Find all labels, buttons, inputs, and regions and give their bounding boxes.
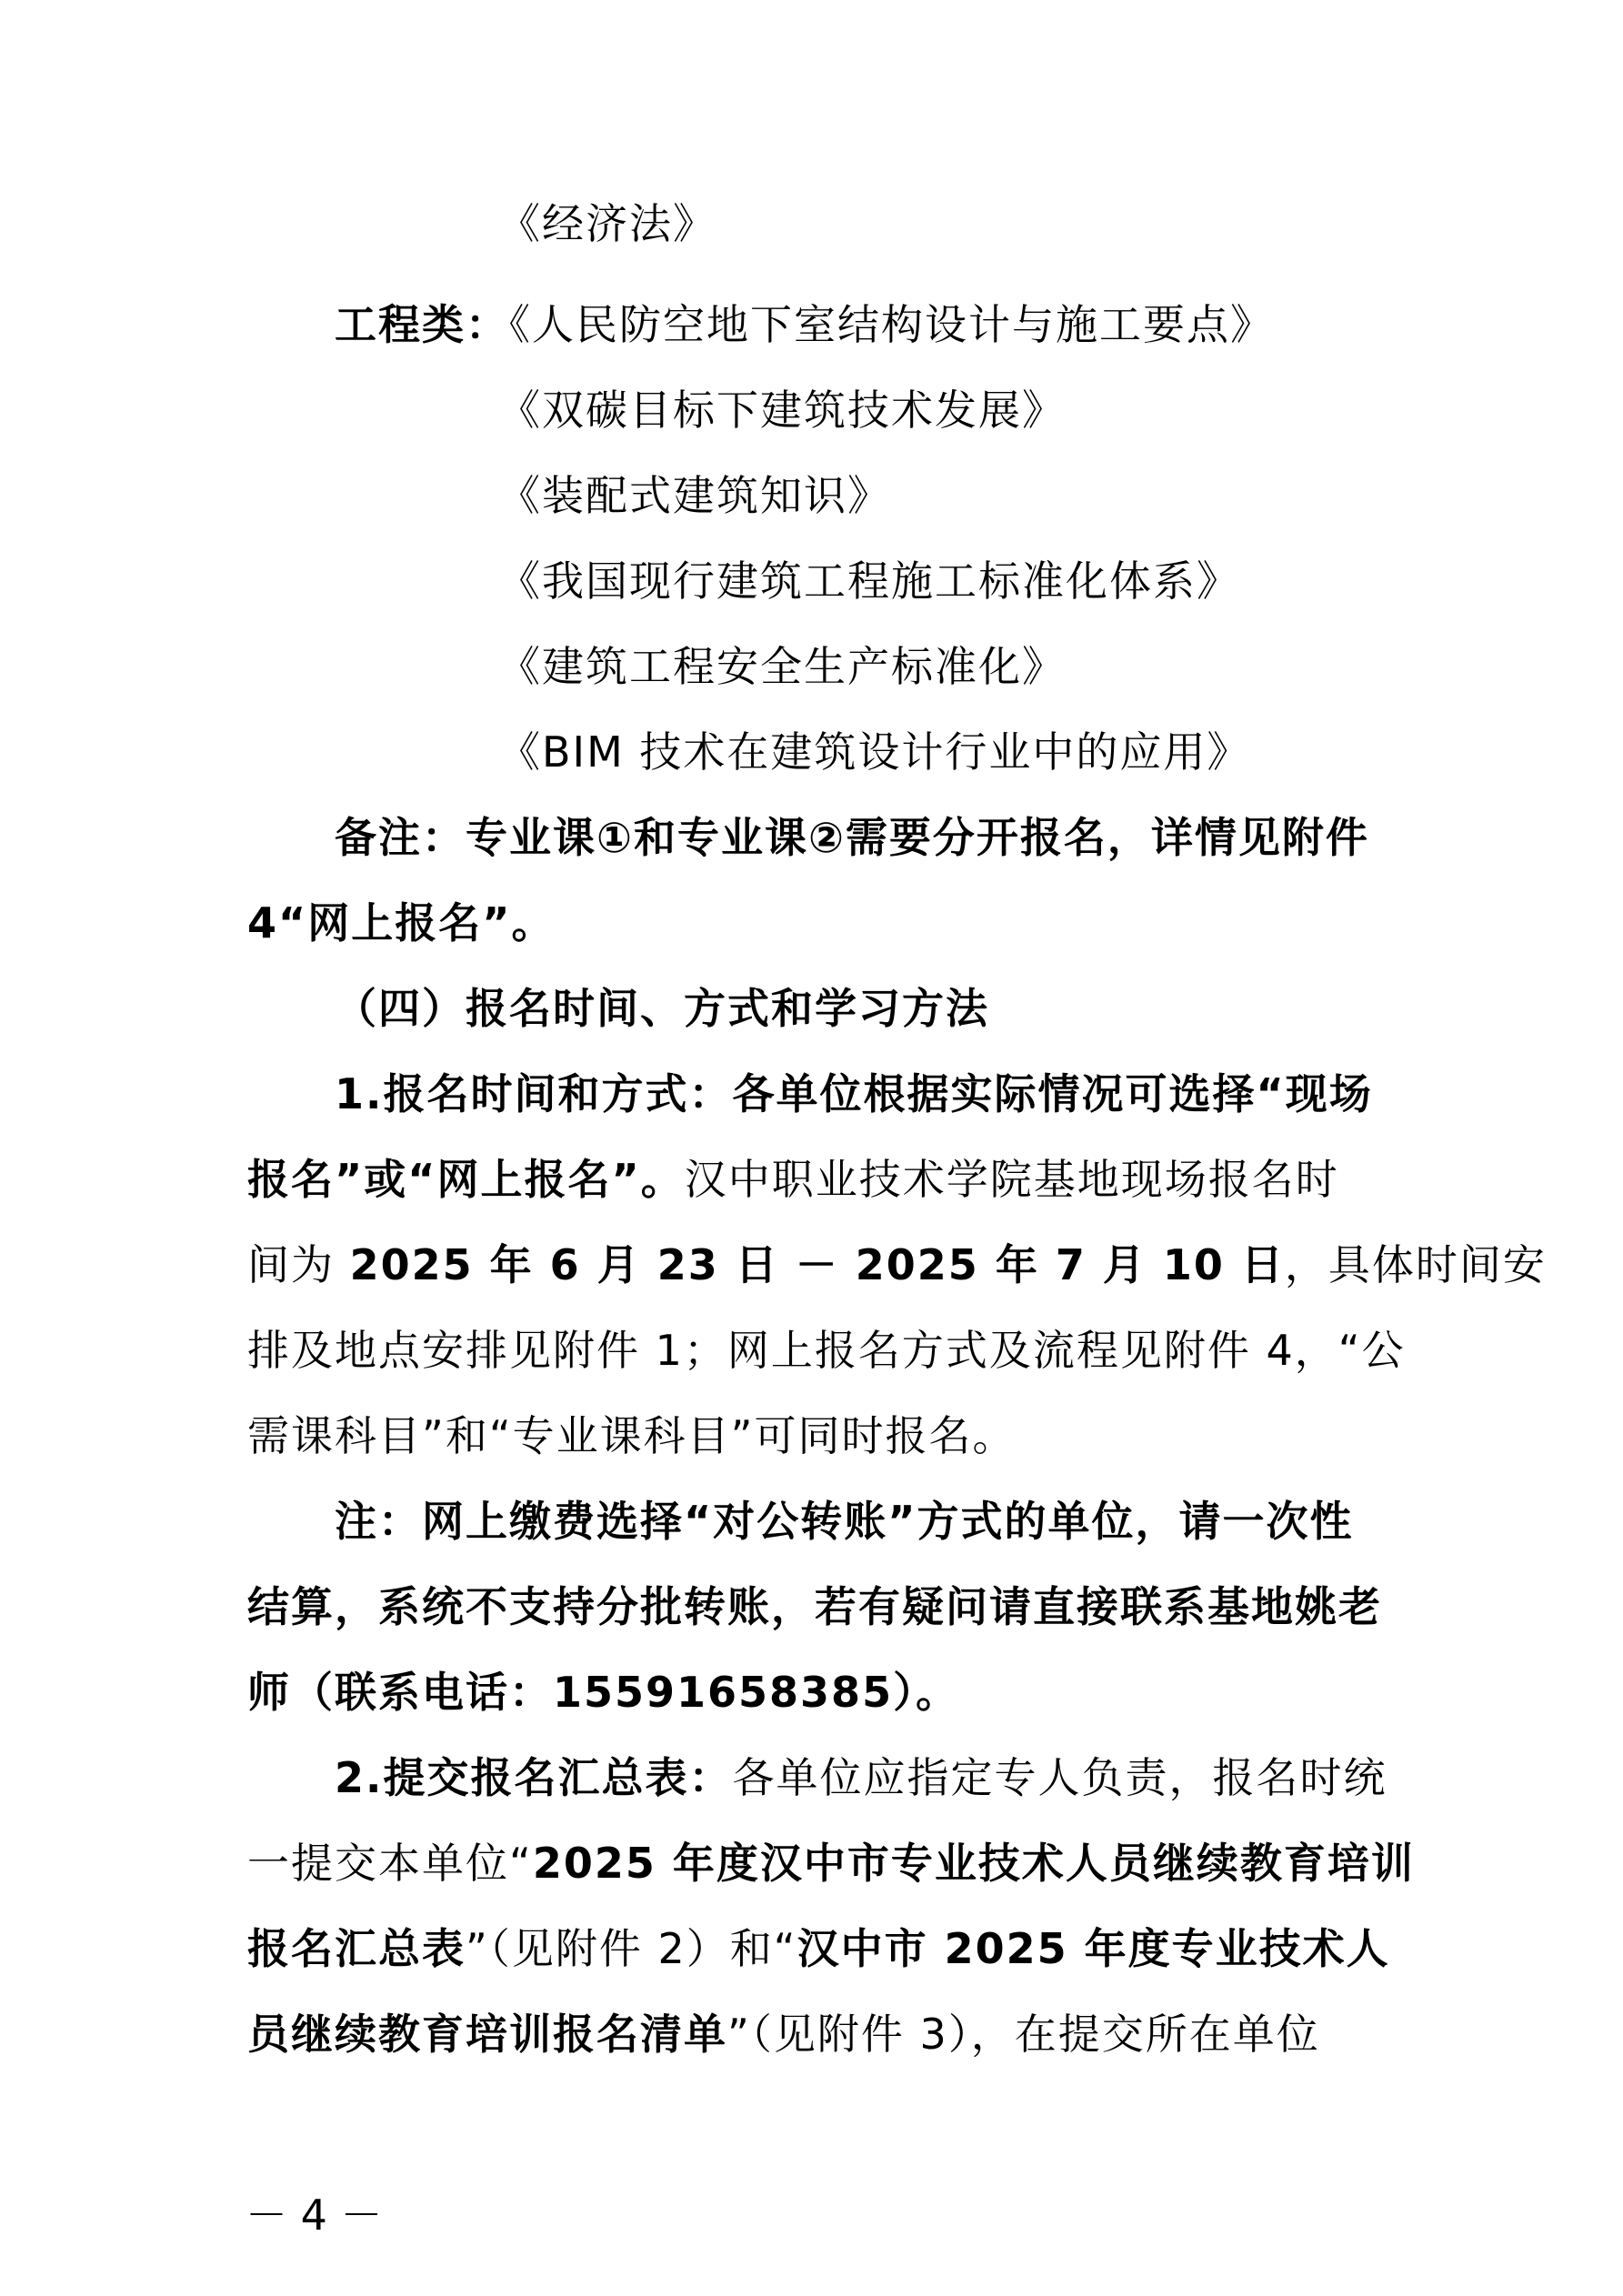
text-run: 一提交本单位“ [247, 1839, 533, 1888]
text-run: 员继续教育培训报名清单 [247, 2010, 727, 2059]
paragraph-line [247, 1835, 1415, 1891]
text-run: ”（见附件 3），在提交所在单位 [727, 2010, 1320, 2059]
text-run: ，具体时间安 [1284, 1240, 1547, 1289]
paragraph-line [247, 1237, 1547, 1293]
section-heading: （四）报名时间、方式和学习方法 [335, 984, 989, 1033]
text-run: 2.提交报名汇总表： [335, 1753, 733, 1802]
engineering-item: 《装配式建筑知识》 [498, 471, 891, 520]
text-run: 汉中职业技术学院基地现场报名时 [684, 1155, 1339, 1204]
paragraph-line: 1.报名时间和方式：各单位根据实际情况可选择“现场 [335, 1069, 1373, 1118]
engineering-item: 《我国现行建筑工程施工标准化体系》 [498, 556, 1240, 606]
text-run: 各单位应指定专人负责，报名时统 [732, 1753, 1388, 1802]
text-run: 报名”或“网上报名”。 [247, 1155, 685, 1204]
note-line: 备注：专业课①和专业课②需要分开报名，详情见附件 [335, 813, 1369, 862]
date-range: 2025 年 6 月 23 日 － 2025 年 7 月 10 日 [349, 1240, 1285, 1289]
page-number: － 4 － [245, 2191, 383, 2240]
text-run: 汉中市 2025 年度专业技术人 [796, 1924, 1390, 1973]
note-line: 4“网上报名”。 [247, 898, 556, 947]
paragraph-line [335, 1750, 1387, 1806]
paragraph-line [247, 1151, 1339, 1208]
text-run: 报名汇总表 [247, 1924, 466, 1973]
engineering-item: 《双碳目标下建筑技术发展》 [498, 386, 1066, 435]
engineering-label: 工程类： [335, 300, 509, 349]
text-run: ”（见附件 2）和“ [466, 1924, 797, 1973]
engineering-category [335, 296, 1274, 353]
list-item-economic-law: 《经济法》 [498, 199, 716, 248]
payment-note-line: 注：网上缴费选择“对公转账”方式的单位，请一次性 [335, 1497, 1354, 1546]
paragraph-line [247, 2006, 1320, 2062]
paragraph-line: 需课科目”和“专业课科目”可同时报名。 [247, 1411, 1017, 1460]
paragraph-line: 排及地点安排见附件 1；网上报名方式及流程见附件 4，“公 [247, 1326, 1406, 1375]
text-run: 间为 [247, 1240, 350, 1289]
engineering-item: 《人民防空地下室结构设计与施工要点》 [509, 300, 1274, 349]
paragraph-line [247, 1920, 1390, 1977]
engineering-item: 《BIM 技术在建筑设计行业中的应用》 [498, 727, 1251, 777]
payment-note-line: 结算，系统不支持分批转账，若有疑问请直接联系基地姚老 [247, 1582, 1382, 1631]
payment-note-line: 师（联系电话：15591658385）。 [247, 1668, 960, 1717]
engineering-item: 《建筑工程安全生产标准化》 [498, 642, 1066, 691]
text-run: 2025 年度汉中市专业技术人员继续教育培训 [532, 1839, 1415, 1888]
